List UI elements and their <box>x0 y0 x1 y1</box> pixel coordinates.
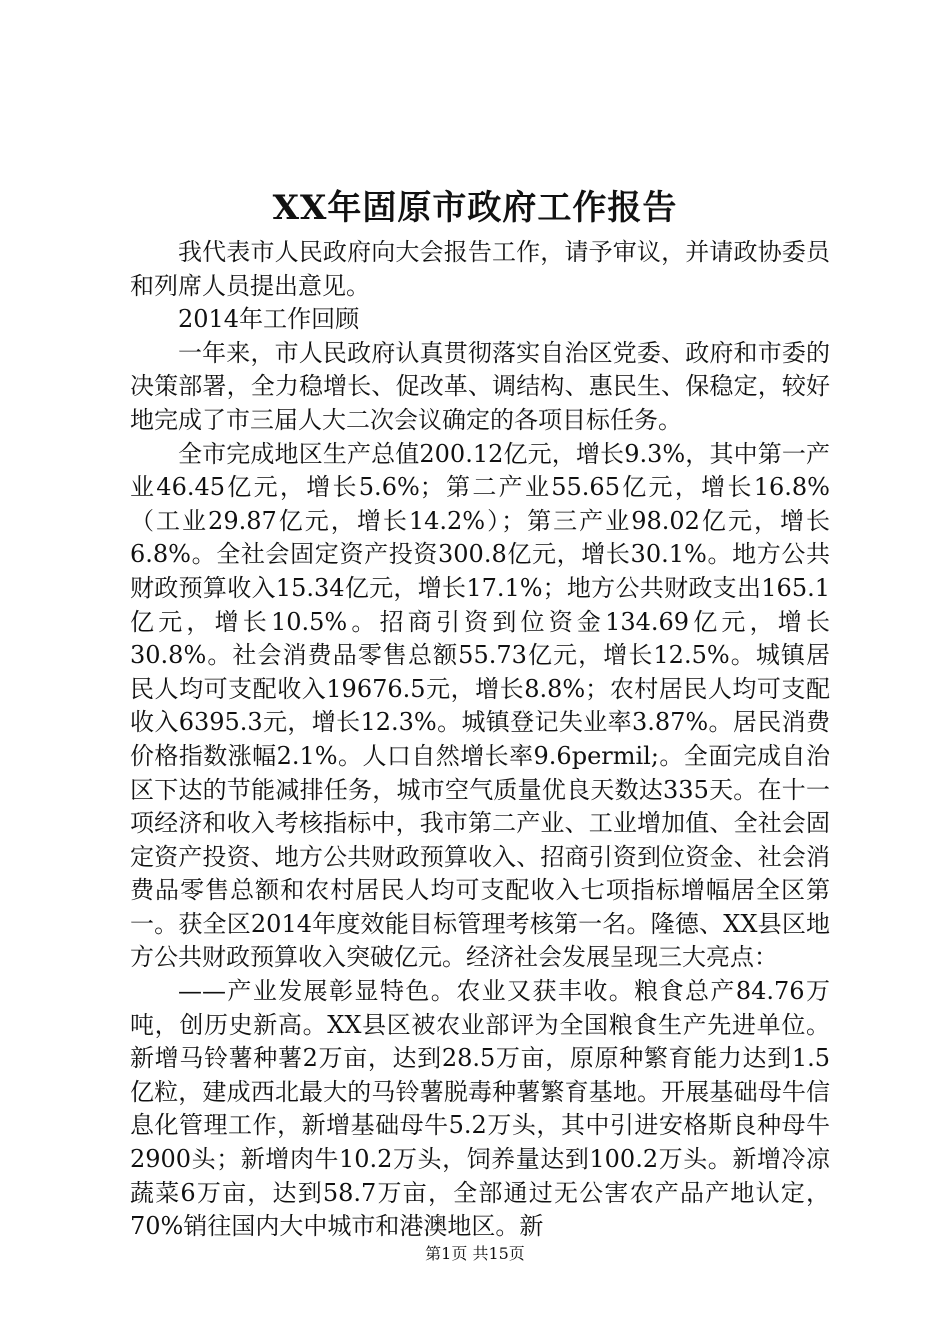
paragraph-industry: ——产业发展彰显特色。农业又获丰收。粮食总产84.76万吨，创历史新高。XX县区被农业部评为全国粮食生产先进单位。新增马铃薯种薯2万亩，达到28.5万亩，原原种繁育能力达到1.5亿粒，建成西北最大的马铃薯脱毒种薯繁育基地。开展基础母牛信息化管理工作，新增基础母牛5.2万头，其中引进安格斯良种母牛2900头；新增肉牛10.2万头，饲养量达到100.2万头。新增冷凉蔬菜6万亩，达到58.7万亩，全部通过无公害农产品产地认定，70%销往国内大中城市和港澳地区。新 <box>130 977 830 1241</box>
paragraph-intro: 我代表市人民政府向大会报告工作，请予审议，并请政协委员和列席人员提出意见。 <box>130 238 830 300</box>
section-heading: 2014年工作回顾 <box>178 305 360 334</box>
paragraph-summary: 一年来，市人民政府认真贯彻落实自治区党委、政府和市委的决策部署，全力稳增长、促改革、调结构、惠民生、保稳定，较好地完成了市三届人大二次会议确定的各项目标任务。 <box>130 338 830 434</box>
page-footer: 第1页 共15页 <box>425 1244 525 1263</box>
document-title: XX年固原市政府工作报告 <box>272 188 678 228</box>
document-body <box>130 236 830 1244</box>
paragraph-statistics: 全市完成地区生产总值200.12亿元，增长9.3%，其中第一产业46.45亿元，增长5.6%；第二产业55.65亿元，增长16.8%（工业29.87亿元，增长14.2%）；第三产业98.02亿元，增长6.8%。全社会固定资产投资300.8亿元，增长30.1%。地方公共财政预算收入15.34亿元，增长17.1%；地方公共财政支出165.1亿元，增长10.5%。招商引资到位资金134.69亿元，增长30.8%。社会消费品零售总额55.73亿元，增长12.5%。城镇居民人均可支配收入19676.5元，增长8.8%；农村居民人均可支配收入6395.3元，增长12.3%。城镇登记失业率3.87%。居民消费价格指数涨幅2.1%。人口自然增长率9.6permil;。全面完成自治区下达的节能减排任务，城市空气质量优良天数达335天。在十一项经济和收入考核指标中，我市第二产业、工业增加值、全社会固定资产投资、地方公共财政预算收入、招商引资到位资金、社会消费品零售总额和农村居民人均可支配收入七项指标增幅居全区第一。获全区2014年度效能目标管理考核第一名。隆德、XX县区地方公共财政预算收入突破亿元。经济社会发展呈现三大亮点： <box>130 439 830 972</box>
